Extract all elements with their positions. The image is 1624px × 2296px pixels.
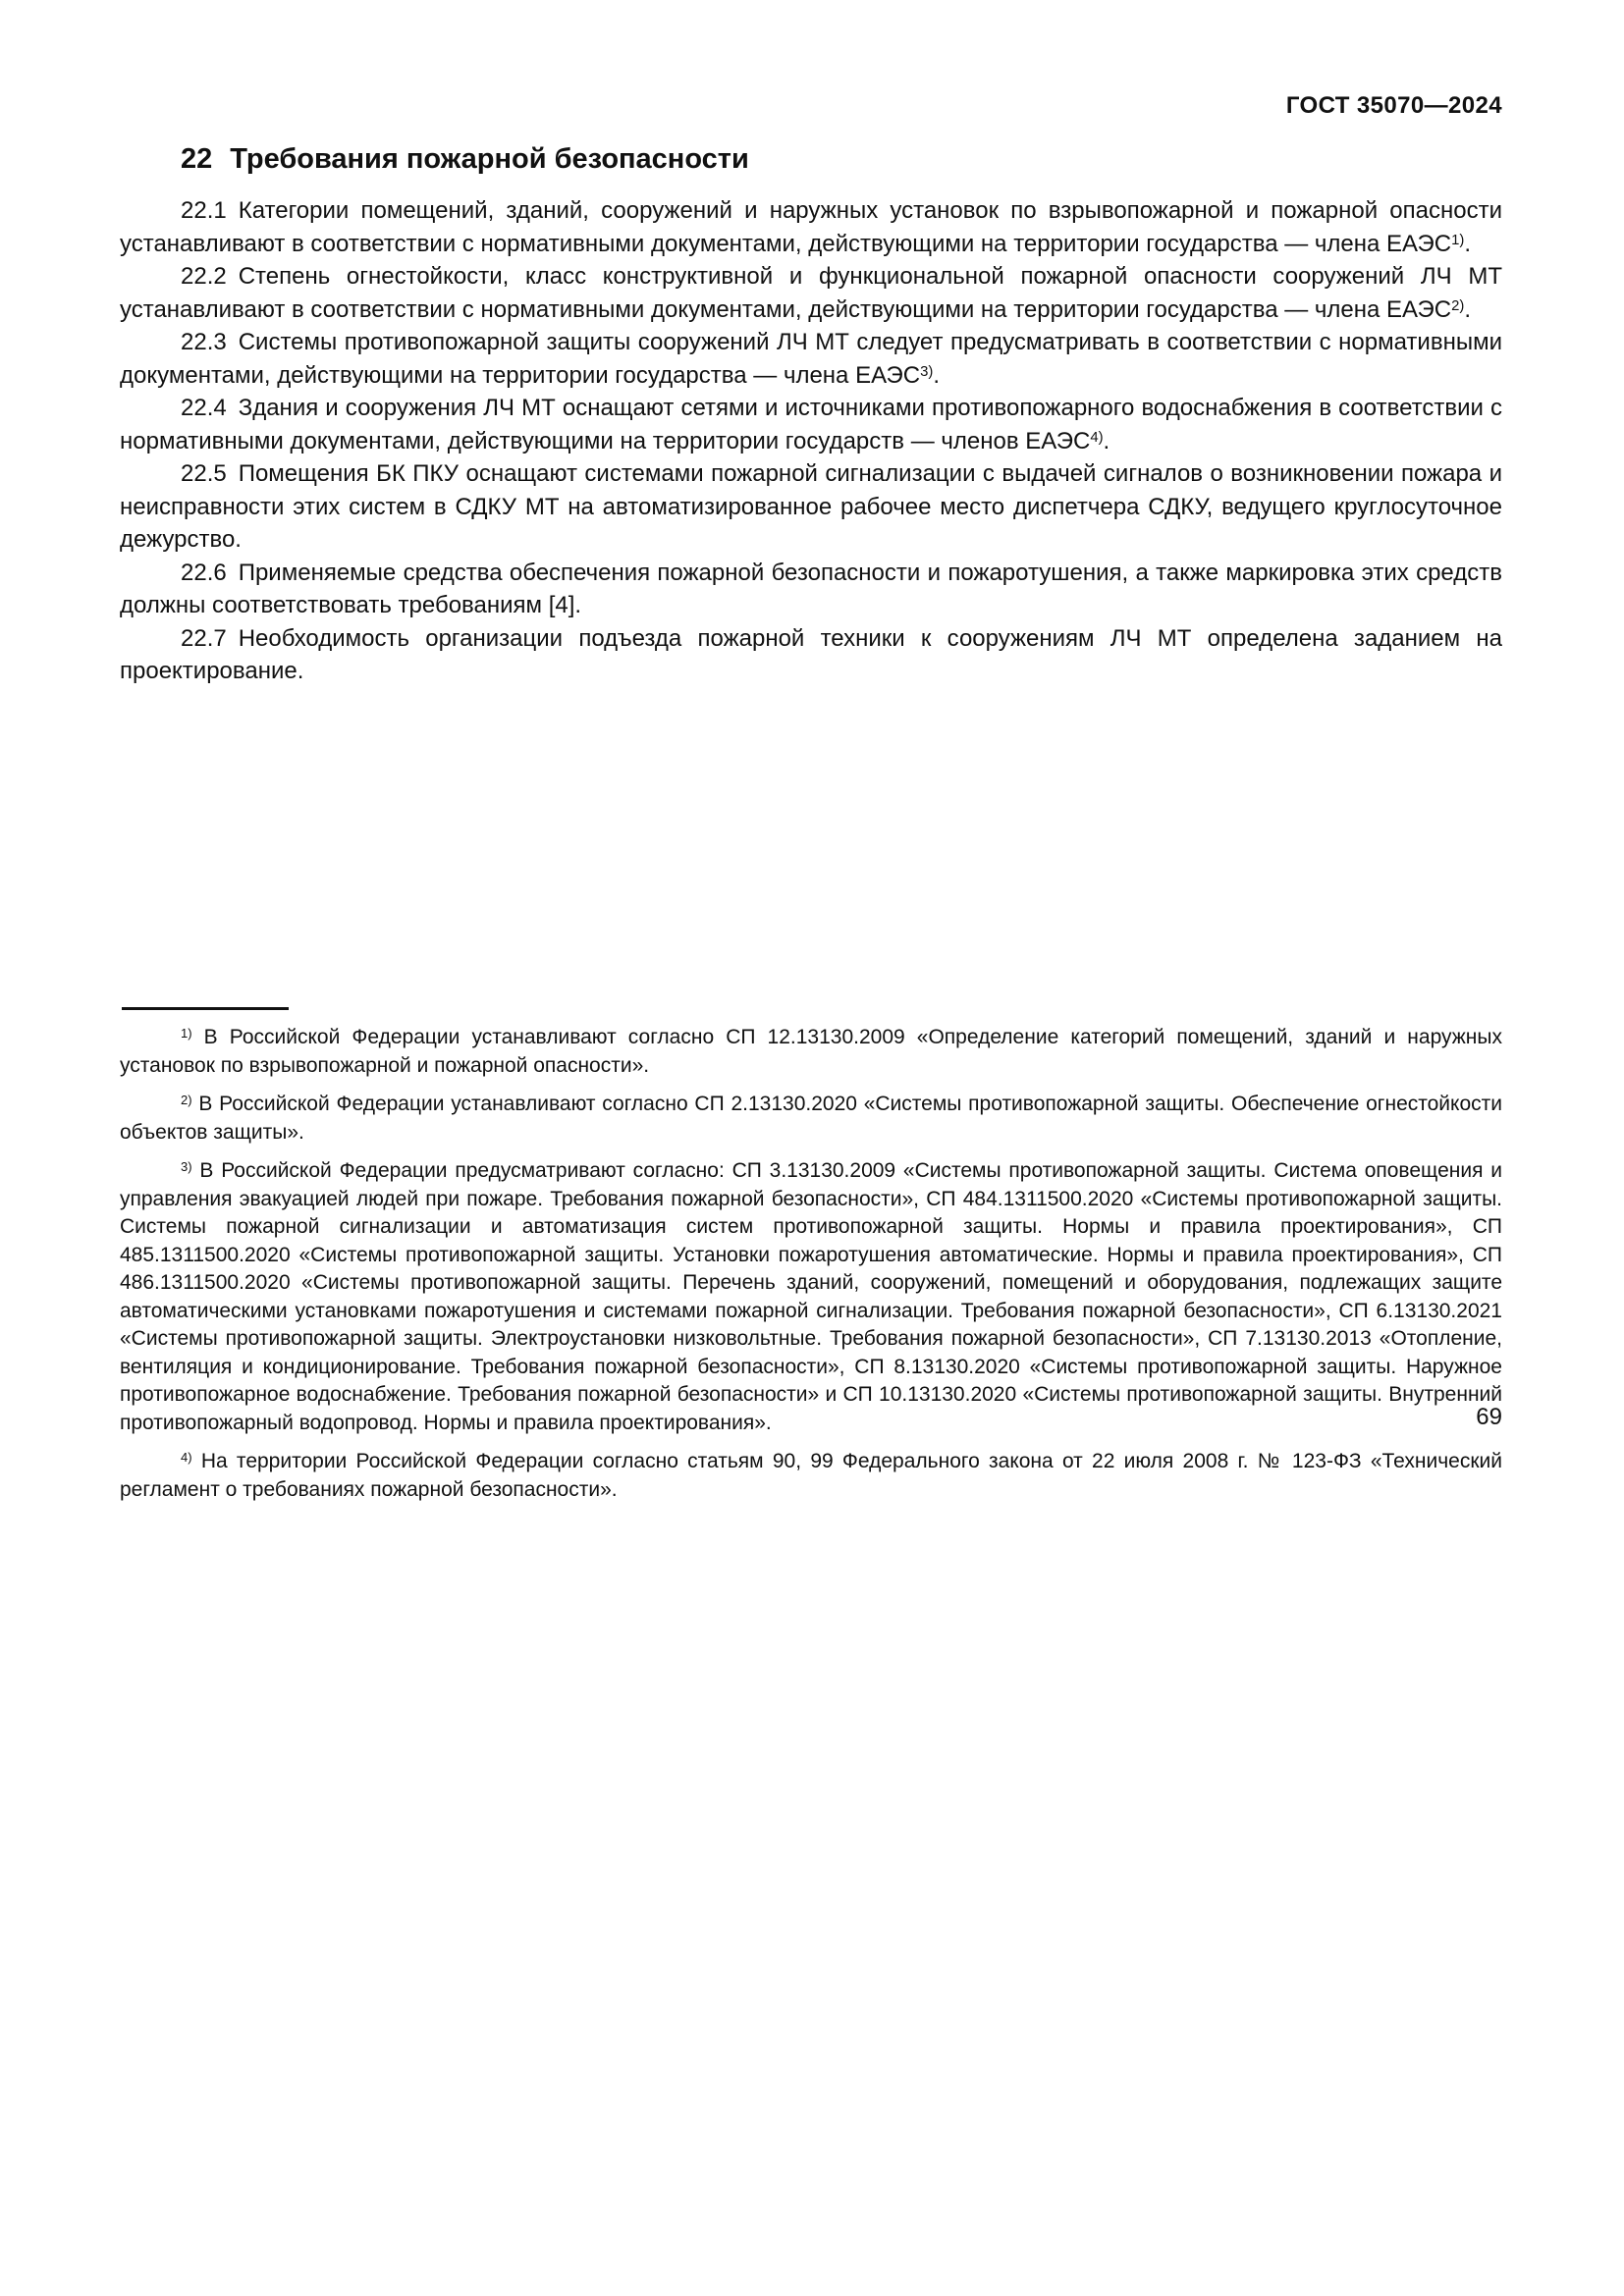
text-run: .: [1464, 295, 1471, 323]
footnotes-section: [120, 1007, 1502, 1515]
text-run: 22.5 Помещения БК ПКУ оснащают системами пожарной сигнализации с выдачей сигналов о возникновении пожара и неисправности этих систем в СДКУ МТ на автоматизированное рабочее место диспетчера СДКУ, ведущего круглосуточное дежурство.: [120, 460, 1502, 553]
text-run: 22.3 Системы противопожарной защиты сооружений ЛЧ МТ следует предусматривать в соответствии с нормативными документами, действующими на территории государства — члена ЕАЭС: [120, 329, 1502, 389]
footnote-marker: 4): [1090, 429, 1104, 446]
text-run: В Российской Федерации устанавливают согласно СП 2.13130.2020 «Системы противопожарной защиты. Обеспечение огнестойкости объектов защиты».: [120, 1093, 1502, 1144]
text-run: В Российской Федерации устанавливают согласно СП 12.13130.2009 «Определение категорий помещений, зданий и наружных установок по взрывопожарной и пожарной опасности».: [120, 1026, 1502, 1077]
footnote-marker: 3): [181, 1159, 192, 1175]
footnote: [120, 1024, 1502, 1080]
text-run: 22.6 Применяемые средства обеспечения пожарной безопасности и пожаротушения, а также маркировка этих средств должны соответствовать требованиям [4].: [120, 559, 1502, 618]
body-paragraph: [120, 557, 1502, 622]
body-paragraph: [120, 326, 1502, 392]
text-run: 22.2 Степень огнестойкости, класс конструктивной и функциональной пожарной опасности сооружений ЛЧ МТ устанавливают в соответствии с нормативными документами, действующими на территории государства — члена ЕАЭС: [120, 263, 1502, 323]
body-paragraph: [120, 392, 1502, 457]
running-header: [120, 92, 1502, 120]
footnote-marker: 1): [181, 1026, 192, 1041]
footnote: [120, 1448, 1502, 1504]
section-number: 22: [181, 143, 213, 175]
body-paragraph: [120, 622, 1502, 688]
footnote-marker: 2): [1451, 297, 1465, 314]
text-run: В Российской Федерации предусматривают согласно: СП 3.13130.2009 «Системы противопожарной защиты. Система оповещения и управления эвакуацией людей при пожаре. Требования пожарной безопасности», СП 484.1311500.2020 «Системы противопожарной защиты. Системы пожарной сигнализации и автоматизация систем противопожарной защиты. Нормы и правила проектирования», СП 485.1311500.2020 «Системы противопожарной защиты. Установки пожаротушения автоматические. Нормы и правила проектирования», СП 486.1311500.2020 «Системы противопожарной защиты. Перечень зданий, сооружений, помещений и оборудования, подлежащих защите автоматическими установками пожаротушения и системами пожарной сигнализации. Требования пожарной безопасности», СП 6.13130.2021 «Системы противопожарной защиты. Электроустановки низковольтные. Требования пожарной безопасности», СП 7.13130.2013 «Отопление, вентиляция и кондиционирование. Требования пожарной безопасности», СП 8.13130.2020 «Системы противопожарной защиты. Наружное противопожарное водоснабжение. Требования пожарной безопасности» и СП 10.13130.2020 «Системы противопожарной защиты. Внутренний противопожарный водопровод. Нормы и правила проектирования».: [120, 1159, 1502, 1434]
body-paragraph: [120, 194, 1502, 260]
text-run: .: [1464, 230, 1471, 257]
section-heading-text: Требования пожарной безопасности: [230, 143, 749, 175]
footnote-marker: 1): [1451, 232, 1465, 248]
footnote-separator-rule: [122, 1007, 289, 1010]
footnote-list: [120, 1024, 1502, 1504]
body-paragraph: [120, 260, 1502, 326]
section-title: [181, 143, 749, 176]
text-run: .: [1103, 427, 1110, 454]
doc-code: ГОСТ 35070—2024: [1285, 92, 1502, 119]
footnote: [120, 1157, 1502, 1437]
footnote-marker: 3): [920, 363, 934, 380]
text-run: 22.4 Здания и сооружения ЛЧ МТ оснащают сетями и источниками противопожарного водоснабжения в соответствии с нормативными документами, действующими на территории государств — членов ЕАЭС: [120, 395, 1502, 454]
body-text: [120, 194, 1502, 688]
footnote-marker: 2): [181, 1093, 192, 1108]
footnote-marker: 4): [181, 1450, 192, 1466]
text-run: 22.7 Необходимость организации подъезда пожарной техники к сооружениям ЛЧ МТ определена заданием на проектирование.: [120, 624, 1502, 684]
text-run: 22.1 Категории помещений, зданий, сооружений и наружных установок по взрывопожарной и пожарной опасности устанавливают в соответствии с нормативными документами, действующими на территории государства — члена ЕАЭС: [120, 197, 1502, 257]
text-run: .: [933, 361, 941, 389]
footnote: [120, 1091, 1502, 1147]
page-number: 69: [1476, 1404, 1502, 1430]
body-paragraph: [120, 457, 1502, 557]
text-run: На территории Российской Федерации согласно статьям 90, 99 Федерального закона от 22 июля 2008 г. № 123-ФЗ «Технический регламент о требованиях пожарной безопасности».: [120, 1450, 1502, 1501]
